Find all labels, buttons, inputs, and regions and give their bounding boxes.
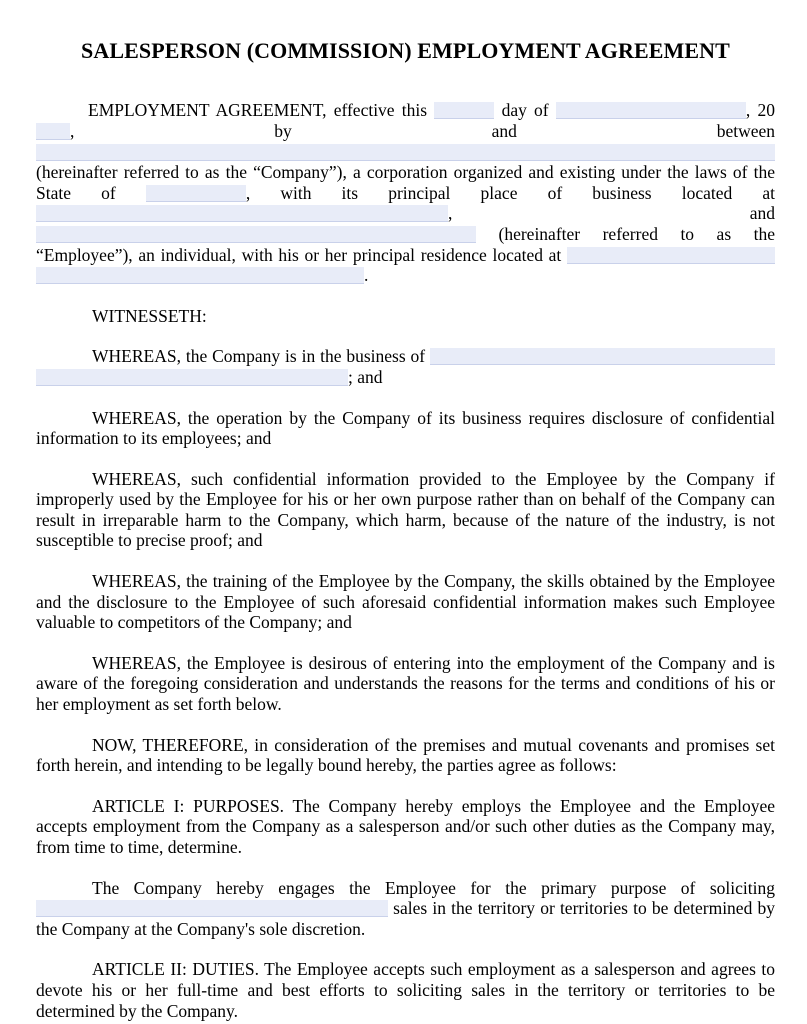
document-body	[36, 100, 775, 1021]
engages-text-a: The Company hereby engages the Employee for the primary purpose of soliciting	[92, 877, 775, 898]
intro-seg1: EMPLOYMENT AGREEMENT, effective this	[88, 100, 428, 121]
company-name-field[interactable]	[36, 144, 775, 161]
whereas1-text-a: WHEREAS, the Company is in the business of	[92, 346, 426, 367]
whereas-3	[36, 469, 775, 551]
day-field[interactable]	[434, 102, 494, 119]
whereas-2	[36, 408, 775, 449]
page-title: SALESPERSON (COMMISSION) EMPLOYMENT AGREEMENT	[81, 38, 730, 63]
intro-seg9: .	[364, 265, 369, 286]
now-therefore	[36, 735, 775, 776]
article1-text: ARTICLE I: PURPOSES. The Company hereby employs the Employee and the Employee accepts employment from the Company as a salesperson and/or such other duties as the Company may, from time to time, determine.	[36, 795, 775, 858]
employee-residence-field-line2[interactable]	[36, 267, 364, 284]
whereas-5	[36, 653, 775, 715]
engages-paragraph	[36, 878, 775, 940]
year-field[interactable]	[36, 123, 70, 140]
company-address-field[interactable]	[36, 205, 448, 222]
whereas-4	[36, 571, 775, 633]
employee-residence-field[interactable]	[567, 247, 775, 264]
intro-seg2: day of	[501, 100, 549, 121]
whereas-1	[36, 346, 775, 387]
article-1	[36, 796, 775, 858]
state-field[interactable]	[146, 185, 246, 202]
intro-seg3: 20	[757, 100, 775, 121]
business-description-field[interactable]	[430, 348, 775, 365]
whereas4-text: WHEREAS, the training of the Employee by the Company, the skills obtained by the Employee and the disclosure to the Employee of such aforesaid confidential information makes such Employee valuable to competitors of the Company; and	[36, 571, 775, 633]
whereas5-text: WHEREAS, the Employee is desirous of entering into the employment of the Company and is aware of the foregoing consideration and understands the reasons for the terms and conditions of his or her employment as set forth below.	[36, 652, 775, 715]
business-description-field-line2[interactable]	[36, 369, 348, 386]
product-type-field[interactable]	[36, 900, 388, 917]
intro-seg4: , by and between	[70, 120, 775, 141]
whereas2-text: WHEREAS, the operation by the Company of its business requires disclosure of confidential information to its employees; and	[36, 407, 775, 449]
intro-seg6: , with its principal place of business located at	[245, 182, 775, 203]
intro-seg5: (hereinafter referred to as the “Company”), a corporation organized and existing under the laws of the State of	[36, 162, 775, 203]
intro-seg7: , and	[448, 203, 775, 224]
engages-text-b: sales in the territory or territories to be determined by the Company at the Company's sole discretion.	[36, 898, 775, 939]
now-therefore-text: NOW, THEREFORE, in consideration of the premises and mutual covenants and promises set forth herein, and intending to be legally bound hereby, the parties agree as follows:	[36, 734, 775, 776]
whereas3-text: WHEREAS, such confidential information provided to the Employee by the Company if improperly used by the Employee for his or her own purpose rather than on behalf of the Company can result in irreparable harm to the Company, which harm, because of the nature of the industry, is not susceptible to precise proof; and	[36, 468, 775, 551]
month-field[interactable]	[556, 102, 746, 119]
article2-text: ARTICLE II: DUTIES. The Employee accepts such employment as a salesperson and agrees to devote his or her full-time and best efforts to soliciting sales in the territory or territories to be determined by the Company.	[36, 959, 775, 1021]
employee-name-field[interactable]	[36, 226, 476, 243]
whereas1-text-b: ; and	[348, 366, 383, 387]
intro-paragraph: EMPLOYMENT AGREEMENT, effective this day of , 20, by and between (hereinafter referred to as the “Company”), a corporation organized and existing under the laws of the State of , with its principal place of business located at , and (hereinafter referred to as the “Employee”), an individual, with his or her principal residence located at .	[36, 100, 775, 286]
witnesseth-label: WITNESSETH:	[92, 305, 207, 326]
witnesseth-heading	[36, 306, 775, 327]
intro-seg8: (hereinafter referred to as the “Employee”), an individual, with his or her principal residence located at	[36, 223, 775, 265]
article-2	[36, 959, 775, 1021]
